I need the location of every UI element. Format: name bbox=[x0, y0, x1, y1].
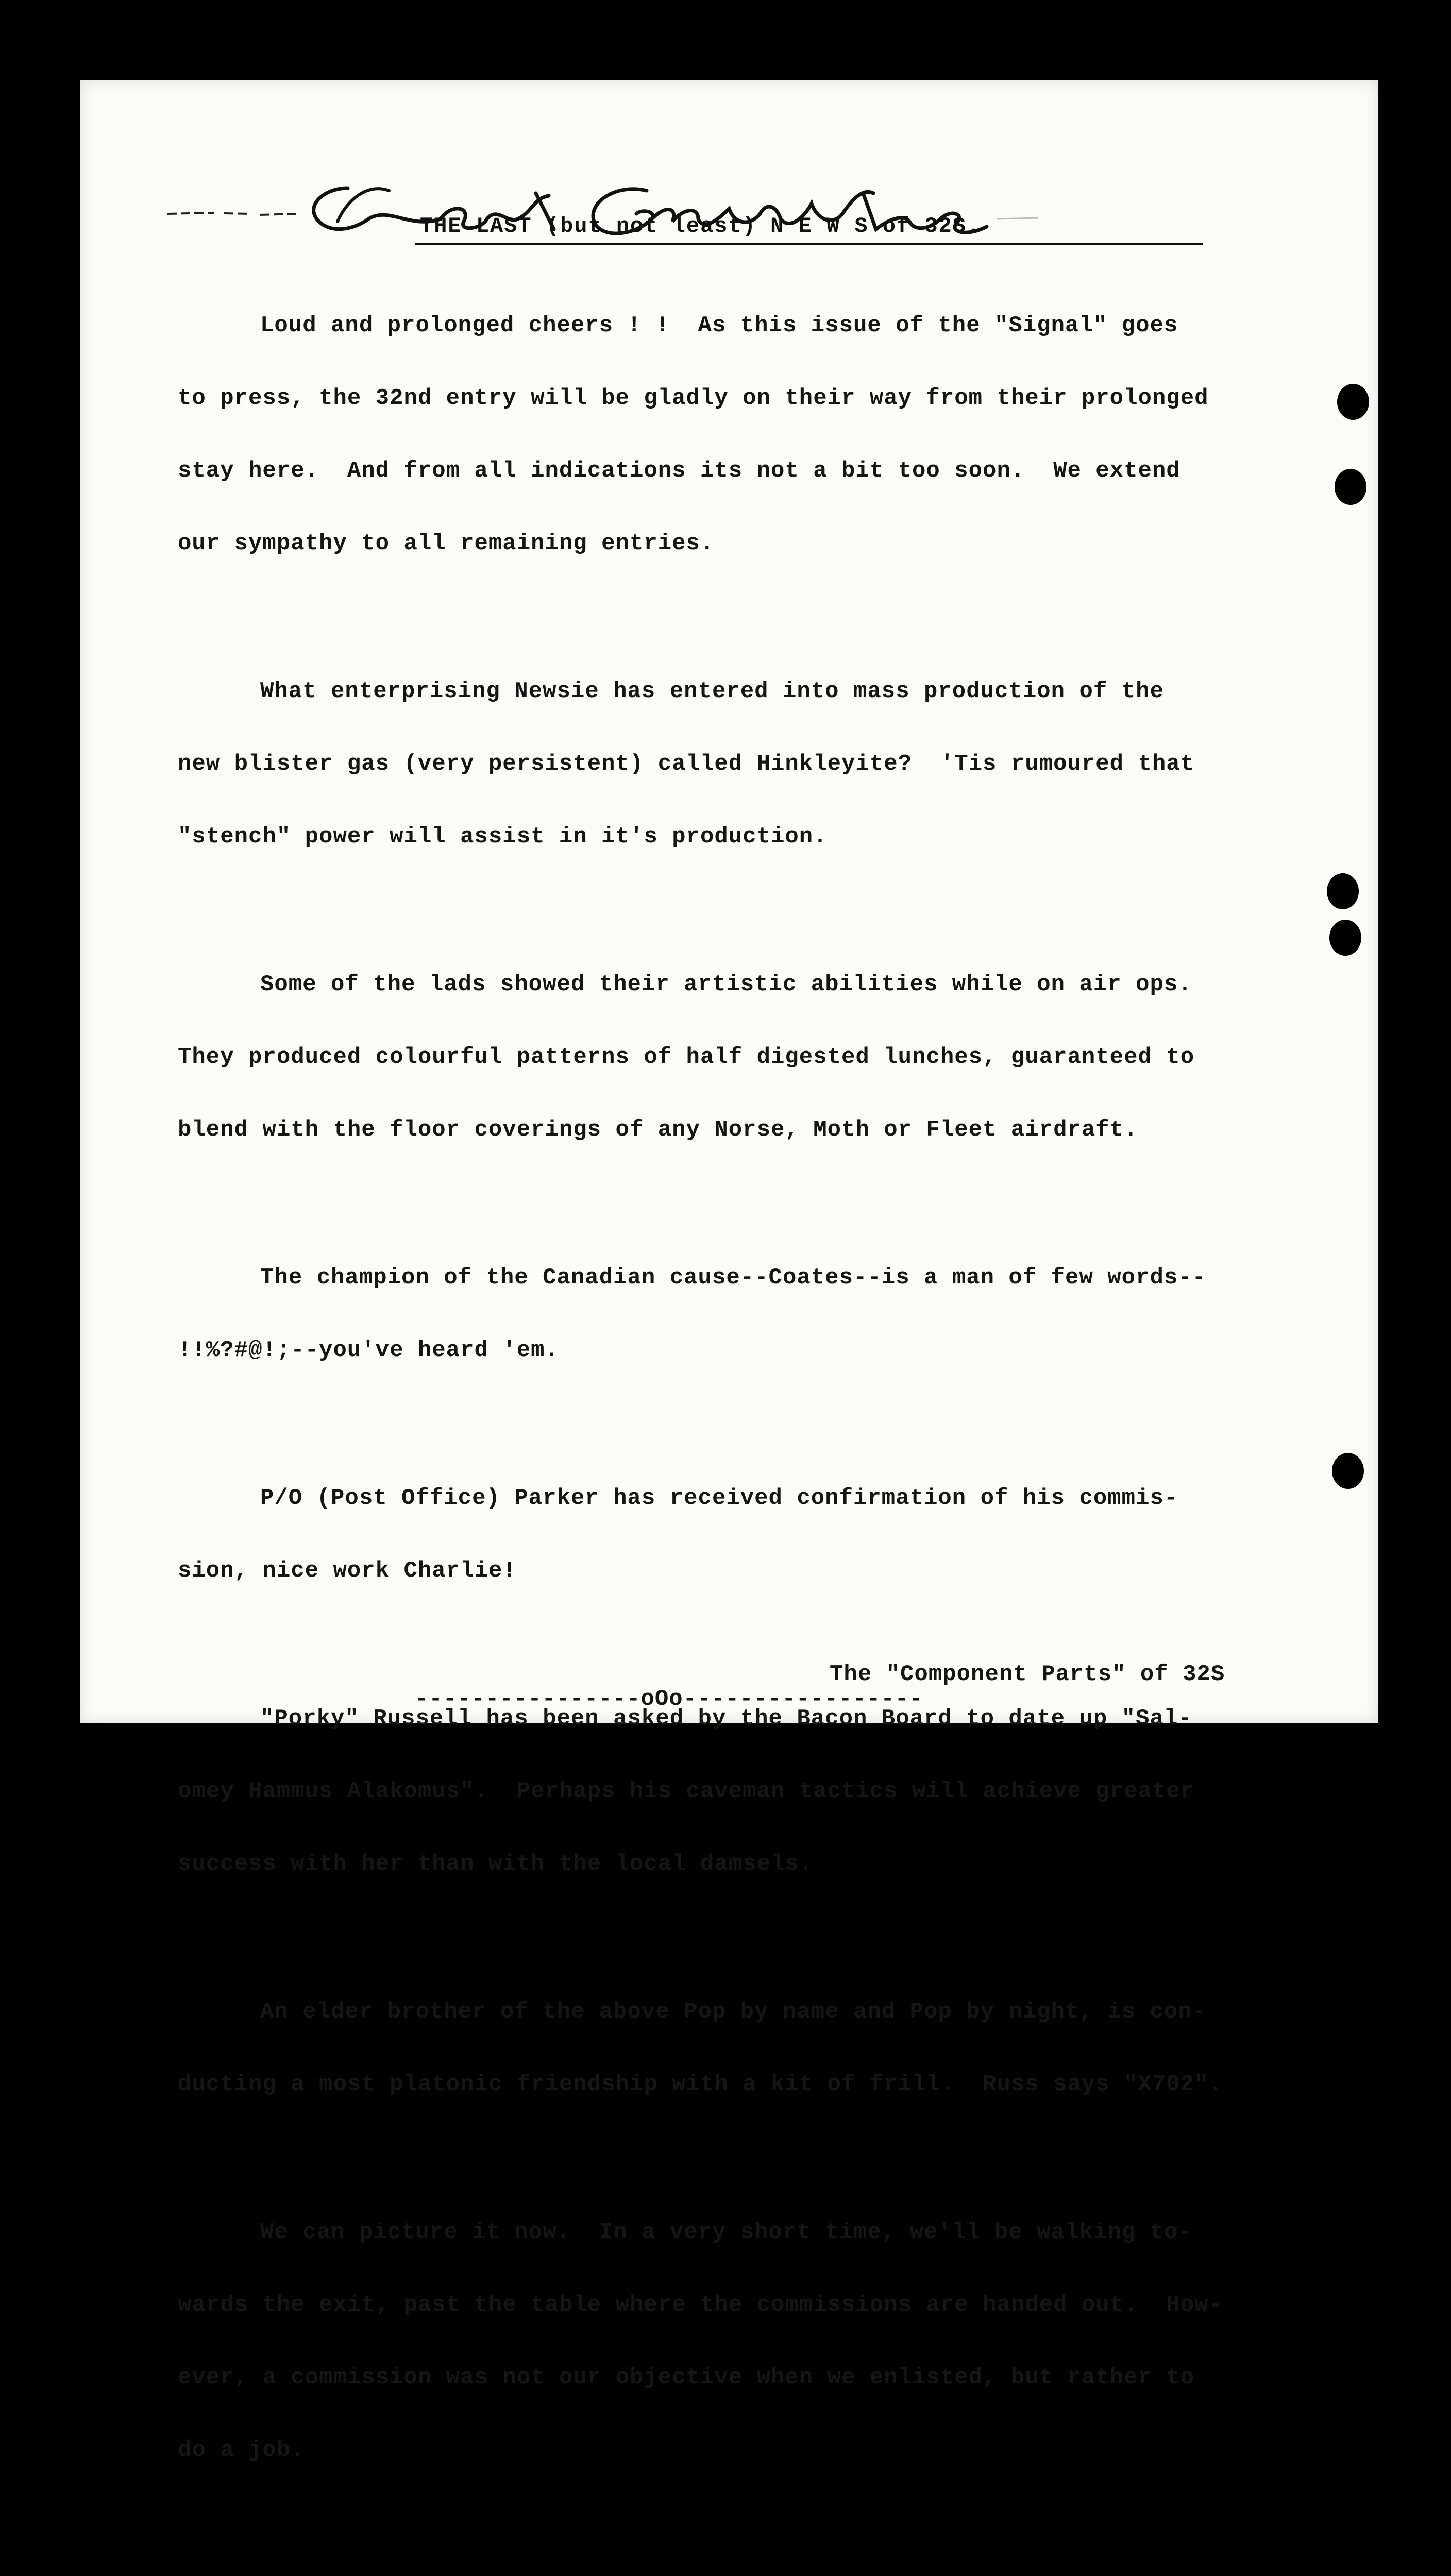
paragraph-line: to press, the 32nd entry will be gladly on their way from their prolonged bbox=[178, 385, 1209, 411]
paragraph-line: Loud and prolonged cheers ! ! As this issue of the "Signal" goes bbox=[260, 313, 1178, 338]
paragraph-line: The champion of the Canadian cause--Coates--is a man of few words-- bbox=[260, 1265, 1207, 1291]
paragraph-line: our sympathy to all remaining entries. bbox=[178, 531, 715, 556]
paragraph-line: "Porky" Russell has been asked by the Bacon Board to date up "Sal- bbox=[260, 1706, 1192, 1732]
punch-hole bbox=[1329, 920, 1361, 956]
paragraph-line: An elder brother of the above Pop by name and Pop by night, is con- bbox=[260, 1999, 1207, 2025]
punch-hole bbox=[1335, 469, 1366, 505]
paragraph bbox=[178, 2538, 1378, 2576]
article-body bbox=[178, 265, 1378, 2576]
paragraph-line: !!%?#@!;--you've heard 'em. bbox=[178, 1337, 559, 1363]
paragraph-line: do a job. bbox=[178, 2437, 305, 2463]
paragraph-line: wards the exit, past the table where the commissions are handed out. How- bbox=[178, 2292, 1223, 2318]
paragraph-line: success with her than with the local damsels. bbox=[178, 1851, 814, 1877]
paragraph-line: omey Hammus Alakomus". Perhaps his caveman tactics will achieve greater bbox=[178, 1778, 1195, 1804]
paragraph bbox=[178, 1952, 1378, 2145]
headline-underline bbox=[415, 243, 1203, 245]
punch-hole bbox=[1332, 1453, 1364, 1489]
paragraph-line: ducting a most platonic friendship with a kit of frill. Russ says "X702". bbox=[178, 2072, 1223, 2097]
paragraph bbox=[178, 1217, 1378, 1411]
handwritten-title bbox=[80, 142, 1059, 276]
punch-hole bbox=[1327, 873, 1359, 909]
paragraph bbox=[178, 924, 1378, 1191]
paragraph-line: sion, nice work Charlie! bbox=[178, 1558, 517, 1584]
paragraph bbox=[178, 631, 1378, 897]
paragraph-line: ever, a commission was not our objective when we enlisted, but rather to bbox=[178, 2365, 1195, 2391]
paragraph bbox=[178, 1438, 1378, 1632]
paragraph-line: P/O (Post Office) Parker has received confirmation of his commis- bbox=[260, 1485, 1178, 1511]
paragraph bbox=[178, 2172, 1378, 2511]
paragraph-line: blend with the floor coverings of any Norse, Moth or Fleet airdraft. bbox=[178, 1117, 1138, 1143]
headline bbox=[420, 214, 1193, 239]
paragraph-line: What enterprising Newsie has entered into mass production of the bbox=[260, 679, 1164, 704]
headline-text: THE LAST (but not least) N E W S of 32S. bbox=[420, 214, 981, 239]
end-divider: ----------------oOo----------------- bbox=[415, 1686, 923, 1712]
paragraph-line: We can picture it now. In a very short time, we'll be walking to- bbox=[260, 2219, 1192, 2245]
paragraph-line: new blister gas (very persistent) called Hinkleyite? 'Tis rumoured that bbox=[178, 751, 1195, 777]
punch-hole bbox=[1337, 384, 1369, 420]
paragraph-line: "stench" power will assist in it's production. bbox=[178, 824, 828, 850]
paragraph bbox=[178, 265, 1378, 604]
paragraph-line: Some of the lads showed their artistic abilities while on air ops. bbox=[260, 972, 1192, 997]
paragraph-line: They produced colourful patterns of half digested lunches, guaranteed to bbox=[178, 1044, 1195, 1070]
handwritten-title-graphic bbox=[80, 142, 1059, 276]
document-page bbox=[80, 80, 1378, 2463]
closing-signature: The "Component Parts" of 32S bbox=[830, 1662, 1225, 1687]
paragraph-line: stay here. And from all indications its not a bit too soon. We extend bbox=[178, 458, 1180, 484]
